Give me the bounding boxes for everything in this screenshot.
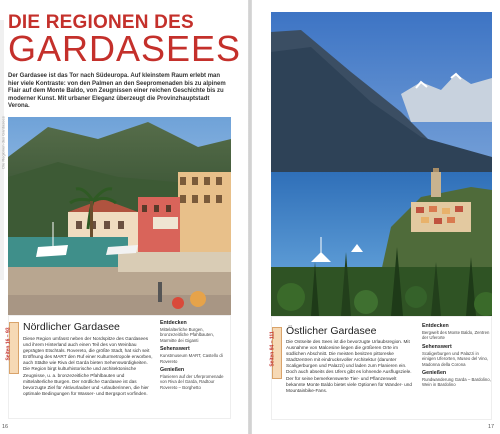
intro-paragraph: Der Gardasee ist das Tor nach Südeuropa. Auf kleinstem Raum erlebt man hier viele Kontraste: von den Palmen an den Seepromenaden bis zu alpinem Flair auf dem Monte Baldo, von Zeugnissen einer reichen Geschichte bis zu moderner Kunst. Mit urbaner Eleganz überzeugt die Provinzhauptstadt Verona. xyxy=(8,73,226,110)
fact-text: Mittelalterliche Burgen, bronzezeitliche Pfahlbauten, Marmitte dei Giganti xyxy=(160,327,214,343)
page-range-label: Seiten 94 – 111 xyxy=(269,331,276,367)
fact-text: Bergwelt des Monte Baldo, Zentren der Uferorte xyxy=(422,330,490,341)
region-card-north xyxy=(5,315,231,419)
page-number-left: 16 xyxy=(2,424,9,430)
page-edge-text: Die Regionen des Gardasees xyxy=(0,116,6,169)
page-range-tab xyxy=(269,327,282,379)
fact-label: Entdecken xyxy=(160,320,187,326)
region-heading: Östlicher Gardasee xyxy=(286,325,377,337)
malcesine-lake-photo xyxy=(271,12,492,316)
page-number-right: 17 xyxy=(488,424,495,430)
left-page xyxy=(0,0,248,434)
region-card-east xyxy=(271,316,492,420)
fact-label: Genießen xyxy=(160,367,185,374)
region-facts xyxy=(160,320,230,393)
riva-harbour-photo xyxy=(8,117,231,315)
region-heading: Nördlicher Gardasee xyxy=(23,321,120,333)
fact-text: Kunstmuseum MART, Castello di Rovereto xyxy=(160,353,223,364)
fact-text: Scaligerburgen und Palazzi in einigen Uferorten, Museo del Vino, Madonna della Corona xyxy=(422,350,489,367)
right-page xyxy=(252,0,500,434)
page-title-small: DIE REGIONEN DES xyxy=(8,12,194,33)
fact-label: Sehenswert xyxy=(160,346,190,353)
region-description: Diese Region umfasst neben der Nordspitze des Gardasees und ihrem Hinterland auch einen Teil des von Weinbau geprägten Etschtals. Rovereto, die größte Stadt, hat sich seit Eröffnung des MART den Ruf einer Kulturmetropole erworben, auch Städte wie Riva del Garda bieten Sehenswürdigkeiten. Die Region birgt kulturhistorische und architektonische Zeugnisse, u. a. bronzezeitliche Pfahlbauten und mittelalterliche Burgen. Der nördliche Gardasee ist das bevorzugte Ziel für Aktivurlauber und -urlauberinnen, die hier optimale Bedingungen für Wasser- und Bergsport vorfinden. xyxy=(23,336,153,396)
fact-label: Genießen xyxy=(422,370,447,377)
page-range-label: Seiten 16 – 93 xyxy=(5,327,12,361)
fact-label: Sehenswert xyxy=(422,343,452,350)
fact-label: Entdecken xyxy=(422,323,449,329)
fact-text: Flanieren auf der Uferpromenade von Riva del Garda, Radtour Rovereto – Borghetto xyxy=(160,374,224,390)
fact-text: Rundwanderung Garda – Bardolino, Wein in Bardolino xyxy=(422,377,491,388)
region-facts xyxy=(422,323,492,391)
page-title-big: GARDASEES xyxy=(8,28,242,69)
region-description: Die Ostseite des Sees ist die bevorzugte Urlaubsregion. Mit Ausnahme von Malcesine liegen die größeren Orte im südlichen Abschnitt. Die meisten besitzen pittoreske Stadtzentren mit eindrucksvoller Architektur (darunter Scaligerburgen und Palazzi) und laden zum Flanieren ein. Doch auch abseits des Ufers gibt es lohnende Ausflugsziele. Der für seine bemerkenswerte Tier- und Pflanzenwelt bekannte Monte Baldo bietet viele Optionen für Wander- und Mountainbike-Fans. xyxy=(286,339,412,393)
page-range-tab xyxy=(5,322,19,374)
